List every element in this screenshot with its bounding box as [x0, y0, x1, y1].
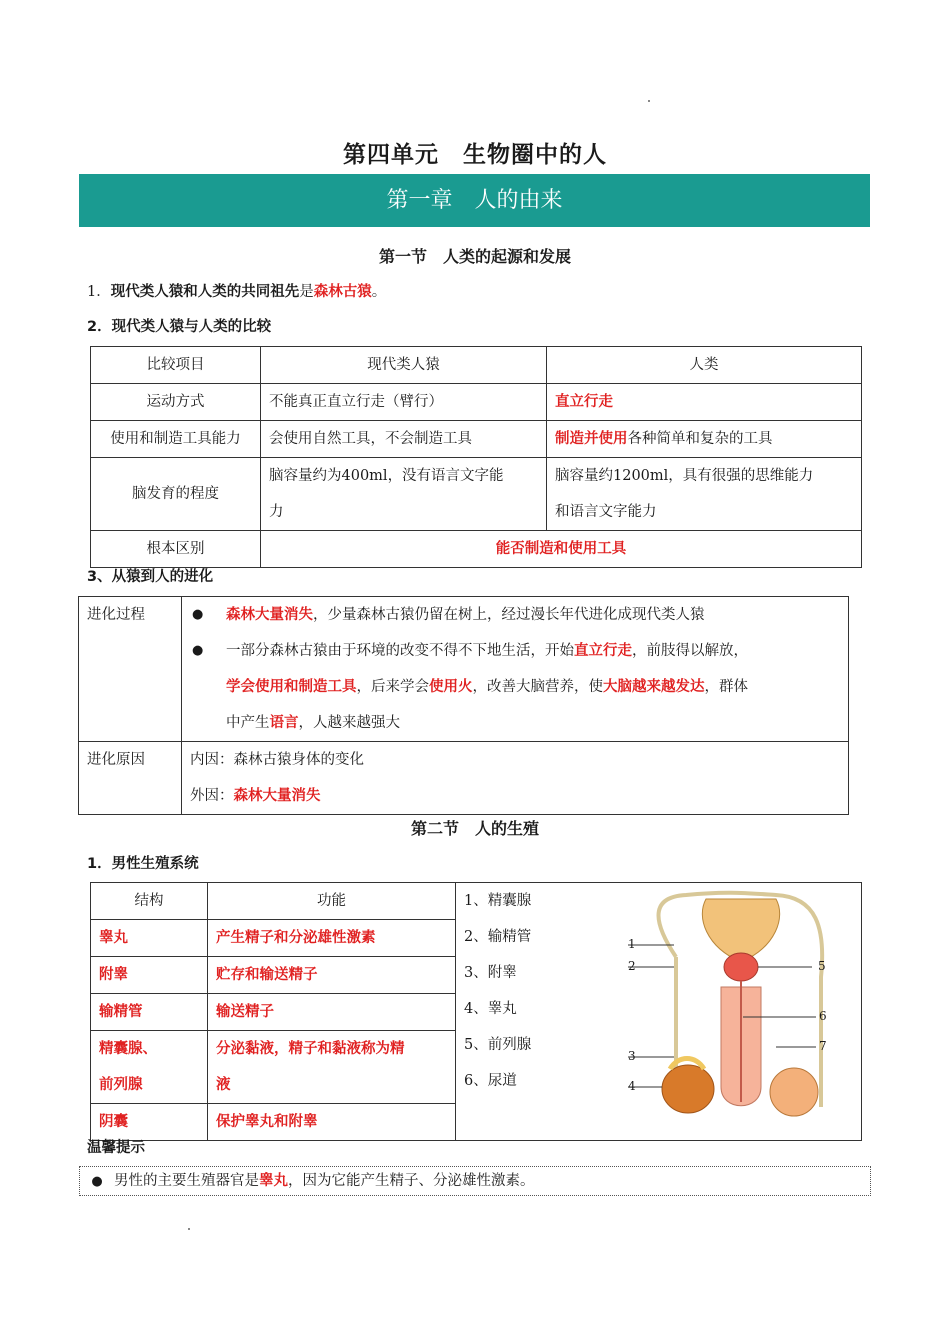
bullet-highlight: 使用火 — [429, 679, 473, 695]
legend-item: 3、附睾 — [464, 965, 517, 981]
unit-title: 第四单元 生物圈中的人 — [343, 142, 607, 168]
bullet-text: ，人越来越强大 — [298, 715, 400, 731]
page-mark-bottom — [188, 1228, 190, 1230]
bullet-dot-icon: ● — [91, 1174, 103, 1189]
ape-cell: 不能真正直立行走（臂行） — [261, 384, 547, 421]
function-cell: 贮存和输送精子 — [208, 957, 456, 994]
row-label: 脑发育的程度 — [91, 458, 261, 531]
legend-item: 5、前列腺 — [464, 1037, 532, 1053]
diagram-label: 5 — [818, 959, 826, 973]
structure-cell: 睾丸 — [91, 920, 208, 957]
table-row — [79, 742, 849, 815]
section-title-1: 第一节 人类的起源和发展 — [378, 247, 571, 266]
structure-cell: 输精管 — [91, 994, 208, 1031]
item-1 — [87, 280, 386, 301]
reproduction-table — [90, 882, 862, 1141]
item-1-end: 。 — [371, 284, 387, 300]
fundamental-difference: 能否制造和使用工具 — [261, 531, 862, 568]
bullet-highlight: 直立行走 — [574, 643, 632, 659]
bullet-dot-icon: ● — [192, 607, 204, 622]
external-highlight: 森林大量消失 — [233, 788, 321, 804]
external-label: 外因： — [190, 788, 234, 804]
tips-title: 温馨提示 — [87, 1140, 145, 1156]
legend-item: 6、尿道 — [464, 1073, 517, 1089]
item-1-highlight: 森林古猿 — [313, 284, 372, 300]
row-label: 进化过程 — [79, 597, 182, 742]
reason-cell — [182, 742, 849, 815]
bullet-text: ，改善大脑营养，使 — [472, 679, 603, 695]
diagram-label: 3 — [628, 1049, 636, 1063]
diagram-label: 1 — [628, 937, 636, 951]
legend-item: 4、睾丸 — [464, 1001, 517, 1017]
table-row — [91, 531, 862, 568]
testis-right — [770, 1068, 818, 1116]
legend-item: 1、精囊腺 — [464, 893, 532, 909]
bullet-text: ，前肢得以解放， — [632, 643, 748, 659]
table-header: 人类 — [547, 347, 862, 384]
diagram-label: 2 — [628, 959, 636, 973]
diagram-label: 7 — [819, 1039, 827, 1053]
diagram-label: 6 — [819, 1009, 827, 1023]
item-1-num: 1． — [87, 284, 111, 300]
item-1-mid: 是 — [299, 284, 314, 300]
table-row — [91, 421, 862, 458]
function-cell: 输送精子 — [208, 994, 456, 1031]
item-3-title: 3、从猿到人的进化 — [87, 569, 214, 585]
bullet-text: 一部分森林古猿由于环境的改变不得不下地生活，开始 — [226, 643, 574, 659]
human-cell — [547, 458, 862, 531]
bullet-line — [226, 705, 840, 741]
item-2-title: 2．现代类人猿与人类的比较 — [87, 319, 272, 335]
function-line: 液 — [216, 1077, 231, 1093]
legend-item: 2、输精管 — [464, 929, 532, 945]
table-header: 比较项目 — [91, 347, 261, 384]
chapter-banner: 第一章 人的由来 — [79, 174, 870, 227]
structure-line: 前列腺 — [99, 1077, 143, 1093]
bullet-text: ，群体 — [704, 679, 748, 695]
bullet-item — [190, 633, 840, 741]
diagram-label: 4 — [628, 1079, 636, 1093]
male-reproductive-diagram — [626, 887, 856, 1123]
table-header: 功能 — [208, 883, 456, 920]
table-row — [91, 384, 862, 421]
tip-text: ，因为它能产生精子、分泌雄性激素。 — [288, 1173, 535, 1189]
testis-left — [662, 1065, 714, 1113]
table-row — [91, 347, 862, 384]
bullet-highlight: 森林大量消失 — [226, 607, 313, 623]
human-cell — [547, 421, 862, 458]
prostate-gland — [724, 953, 758, 981]
legend-list — [464, 883, 531, 1099]
function-line: 分泌黏液，精子和黏液称为精 — [216, 1041, 405, 1057]
external-reason — [190, 778, 840, 814]
item-1-text: 现代类人猿和人类的共同祖先 — [110, 284, 300, 300]
structure-cell — [91, 1031, 208, 1104]
table-header: 结构 — [91, 883, 208, 920]
bullet-highlight: 学会使用和制造工具 — [226, 679, 357, 695]
section2-item-1-title: 1．男性生殖系统 — [87, 856, 199, 872]
bullet-highlight: 语言 — [269, 715, 299, 731]
function-cell: 保护睾丸和附睾 — [208, 1104, 456, 1141]
table-row — [91, 458, 862, 531]
row-label: 运动方式 — [91, 384, 261, 421]
function-cell: 产生精子和分泌雄性激素 — [208, 920, 456, 957]
section-title-2: 第二节 人的生殖 — [410, 819, 539, 838]
page-mark-top — [648, 100, 650, 102]
structure-cell: 附睾 — [91, 957, 208, 994]
structure-cell: 阴囊 — [91, 1104, 208, 1141]
human-cell-line: 脑容量约1200ml，具有很强的思维能力 — [555, 468, 814, 484]
bullet-line — [226, 633, 840, 669]
row-label: 使用和制造工具能力 — [91, 421, 261, 458]
bullet-highlight: 大脑越来越发达 — [603, 679, 705, 695]
human-cell: 直立行走 — [547, 384, 862, 421]
ape-cell-line: 力 — [269, 504, 284, 520]
function-cell — [208, 1031, 456, 1104]
process-cell — [182, 597, 849, 742]
compare-table — [90, 346, 862, 568]
human-cell-highlight: 制造并使用 — [555, 431, 628, 447]
row-label: 进化原因 — [79, 742, 182, 815]
bullet-dot-icon: ● — [192, 643, 204, 658]
tip-highlight: 睾丸 — [259, 1173, 288, 1189]
table-row — [91, 883, 862, 920]
human-cell-line: 和语言文字能力 — [555, 504, 657, 520]
row-label: 根本区别 — [91, 531, 261, 568]
tip-text: 男性的主要生殖器官是 — [114, 1173, 259, 1189]
bullet-text: ，少量森林古猿仍留在树上，经过漫长年代进化成现代类人猿 — [313, 607, 705, 623]
structure-line: 精囊腺、 — [99, 1041, 157, 1057]
tip-box — [79, 1166, 871, 1196]
bullet-line — [226, 669, 840, 705]
table-header: 现代类人猿 — [261, 347, 547, 384]
bullet-text: ，后来学会 — [356, 679, 429, 695]
bullet-text: 中产生 — [226, 715, 270, 731]
ape-cell — [261, 458, 547, 531]
table-row — [79, 597, 849, 742]
internal-reason: 内因：森林古猿身体的变化 — [190, 752, 364, 768]
diagram-cell — [456, 883, 862, 1141]
ape-cell-line: 脑容量约为400ml，没有语言文字能 — [269, 468, 504, 484]
bullet-item — [190, 597, 840, 633]
human-cell-rest: 各种简单和复杂的工具 — [627, 431, 773, 447]
evolution-table — [78, 596, 849, 815]
ape-cell: 会使用自然工具，不会制造工具 — [261, 421, 547, 458]
